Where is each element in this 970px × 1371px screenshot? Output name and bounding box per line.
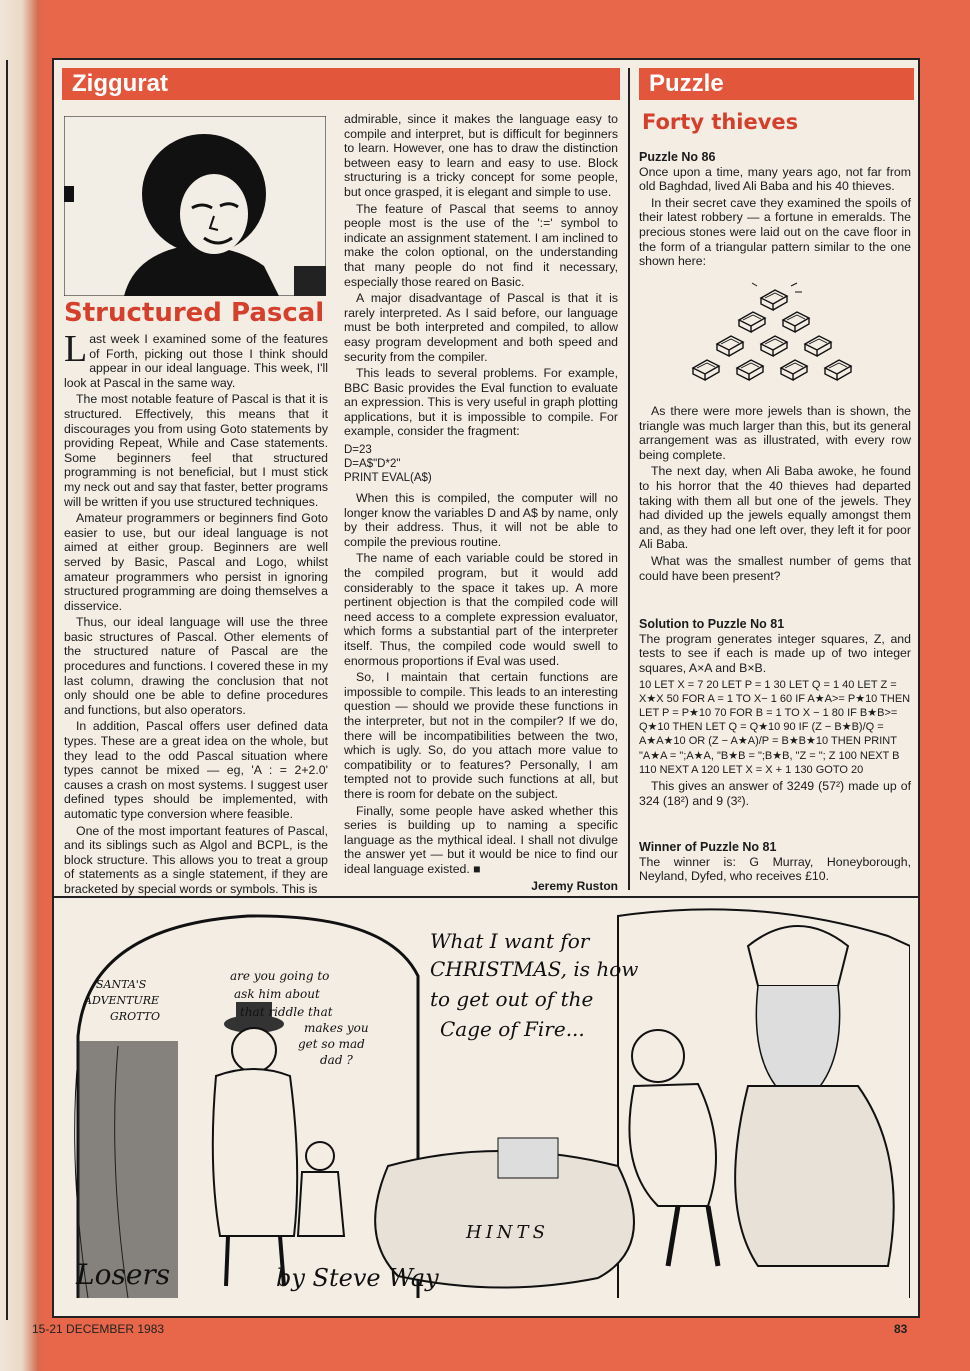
article-paragraph: Last week I examined some of the features of Forth, picking out those I think should appear in our ideal language. This week, I'll look at Pascal in the same way. <box>64 328 328 390</box>
code-line: D=23 <box>344 444 372 457</box>
puzzle-paragraph: In their secret cave they examined the spoils of their latest robbery — a fortune in emeralds. The precious stones were laid out on the cave floor in the form of a triangular pattern similar to the one shown here: <box>639 195 911 269</box>
cartoon-illustration <box>58 906 910 1298</box>
speech-bubble-line: are you going to <box>230 969 330 983</box>
speech-bubble-line: makes you <box>304 1021 369 1035</box>
magazine-spine <box>0 0 44 1371</box>
article-paragraph: In addition, Pascal offers user defined data types. These are a great idea on the whole, but they lead to the odd Pascal situation where types cannot be mixed — eg, 'A : = 2+2.0' causes a crash on most systems. I suggest user defined types should be implemented, with automatic type conversion where feasible. <box>64 719 328 821</box>
speech-bubble-line: CHRISTMAS, is how <box>430 957 639 981</box>
article-paragraph: Thus, our ideal language will use the three basic structures of Pascal. Other elements of the structured nature of Pascal are the procedures and functions. I covered these in my last column, drawing the conclusion that not only should one be able to define procedures and functions, but also operators. <box>64 615 328 717</box>
puzzle-column <box>639 150 911 271</box>
article-paragraph: admirable, since it makes the language easy to compile and interpret, but is difficult for beginners to learn. However, one has to draw the distinction between easy to learn and easy to use. Block structuring is a tricky concept for some people, but once grasped, it is elegant and simple to use. <box>344 112 618 199</box>
article-paragraph: When this is compiled, the computer will no longer know the variables D and A$ by name, only by their address. Thus, it will not be able to compile the previous routine. <box>344 491 618 549</box>
solution-heading: Solution to Puzzle No 81 <box>639 617 785 632</box>
code-line: PRINT EVAL(A$) <box>344 472 432 485</box>
spine-edge-line <box>6 60 11 1320</box>
speech-bubble-line: ask him about <box>234 987 320 1001</box>
solution-program: 10 LET X = 7 20 LET P = 1 30 LET Q = 1 40 LET Z = X★X 50 FOR A = 1 TO X− 1 60 IF A★A>= P★10 THEN LET P = P★10 70 FOR B = 1 TO X − 1 80 IF B★B>= Q★10 THEN LET Q = Q★10 90 IF (Z − B★B)/Q = A★A★10 OR (Z − A★A)/P = B★B★10 THEN PRINT "A★A = ";A★A, "B★B = ";B★B, "Z = "; Z 100 NEXT B 110 NEXT A 120 LET X = X + 1 130 GOTO 20 <box>639 678 911 776</box>
article-paragraph: This leads to several problems. For example, BBC Basic provides the Eval function to evaluate an expression. This is very useful in graph plotting applications, but it is impossible to compile. For example, consider the fragment: <box>344 366 618 439</box>
code-line: D=A$"D*2" <box>344 458 401 471</box>
puzzle-paragraph: Once upon a time, many years ago, not far from old Baghdad, lived Ali Baba and his 40 thieves. <box>639 164 911 194</box>
solution-text: The program generates integer squares, Z, and tests to see if each is made up of two integer squares, A×A and B×B. <box>639 631 911 675</box>
cartoon-caption: Losers <box>76 1258 171 1291</box>
article-paragraph: The feature of Pascal that seems to annoy people most is the use of the ':=' symbol to indicate an assignment statement. I am inclined to make the colon optional, on the understanding that many people do not find it necessary, especially those reared on Basic. <box>344 201 618 289</box>
article-paragraph: The name of each variable could be stored in the compiled program, but it would add considerably to the space it takes up. A more pertinent objection is that the compiled code will need access to a complete expression evaluator, which forms a substantial part of the interpreter itself. Thus, the compiled code would swell to enormous proportions if Eval was used. <box>344 551 618 668</box>
issue-date: 15-21 DECEMBER 1983 <box>32 1322 165 1336</box>
author-byline: Jeremy Ruston <box>531 878 618 893</box>
puzzle-paragraph: What was the smallest number of gems that could have been present? <box>639 553 911 583</box>
article-column-2 <box>344 112 618 893</box>
column-divider <box>628 68 630 890</box>
article-paragraph: Finally, some people have asked whether this series is building up to naming a specific language as the mythical ideal. I shall not divulge the answer yet — but it would be nice to find our ideal language existed. ■ <box>344 803 618 876</box>
winner-heading: Winner of Puzzle No 81 <box>639 840 777 855</box>
section-header-ziggurat: Ziggurat <box>62 68 620 100</box>
end-mark: ■ <box>473 861 481 876</box>
article-paragraph: Amateur programmers or beginners find Goto easier to use, but our ideal language is not aimed at either group. Beginners are well served by Basic, Pascal and Logo, whilst amateur programmers who persist in ignoring structured programming are doing themselves a disservice. <box>64 511 328 613</box>
author-photo <box>64 116 326 296</box>
speech-bubble-line: Cage of Fire... <box>440 1017 585 1041</box>
puzzle-paragraph: As there were more jewels than is shown, the triangle was much larger than this, but its general arrangement was as illustrated, with every row being complete. <box>639 404 911 462</box>
emerald-triangle-diagram <box>679 282 859 392</box>
puzzle-title: Forty thieves <box>642 110 799 134</box>
speech-bubble-line: to get out of the <box>430 987 594 1011</box>
winner-text: The winner is: G Murray, Honeyborough, Neyland, Dyfed, who receives £10. <box>639 854 911 884</box>
sack-label: HINTS <box>466 1222 549 1243</box>
grotto-sign-line: SANTA'S <box>96 978 147 991</box>
solution-answer: This gives an answer of 3249 (57²) made up of 324 (18²) and 9 (3²). <box>639 778 911 808</box>
code-fragment <box>344 443 618 485</box>
grotto-sign-line: ADVENTURE <box>84 994 160 1007</box>
page-number: 83 <box>894 1322 908 1336</box>
puzzle-number: Puzzle No 86 <box>639 150 716 164</box>
grotto-sign-line: GROTTO <box>110 1010 160 1023</box>
cartoonist-credit: by Steve Way <box>276 1264 439 1292</box>
article-title: Structured Pascal <box>64 298 325 328</box>
article-column-1 <box>64 328 328 899</box>
article-paragraph: One of the most important features of Pascal, and its siblings such as Algol and BCPL, is the block structure. This allows you to treat a group of statements as a single statement, if they are bracketed by special words or symbols. This is <box>64 823 328 896</box>
speech-bubble-line: What I want for <box>430 929 590 953</box>
article-paragraph: The most notable feature of Pascal is that it is structured. Effectively, this means that it discourages you from using Goto statements by providing Repeat, While and Case statements. Some beginners feel that structured programming is not beneficial, but I must stick my neck out and say that faster, better programs will be written if you use structured techniques. <box>64 392 328 509</box>
puzzle-column-continued <box>639 404 911 886</box>
section-header-puzzle: Puzzle <box>639 68 914 100</box>
puzzle-paragraph: The next day, when Ali Baba awoke, he found to his horror that the 40 thieves had departed taking with them all but one of the jewels. They had divided up the jewels equally amongst them and, as they had one left over, they left it for poor Ali Baba. <box>639 464 911 552</box>
speech-bubble-line: dad ? <box>320 1053 353 1067</box>
dropcap: L <box>64 328 88 370</box>
article-paragraph: So, I maintain that certain functions are impossible to compile. This leads to an interesting question — should we provide these functions in the interpreter, but not in the compiler? If we do, there will be incompatibilities between the two, which is ugly. So, do you attach more value to compatibility or to features? Personally, I am tempted not to provide such functions at all, but there is room for debate on the subject. <box>344 670 618 801</box>
speech-bubble-line: get so mad <box>298 1037 365 1051</box>
speech-bubble-line: that riddle that <box>240 1005 333 1019</box>
article-paragraph: A major disadvantage of Pascal is that it is rarely interpreted. As I said before, our language must be both interpreted and compiled, to allow easy program development and both speed and security from the compiler. <box>344 291 618 364</box>
